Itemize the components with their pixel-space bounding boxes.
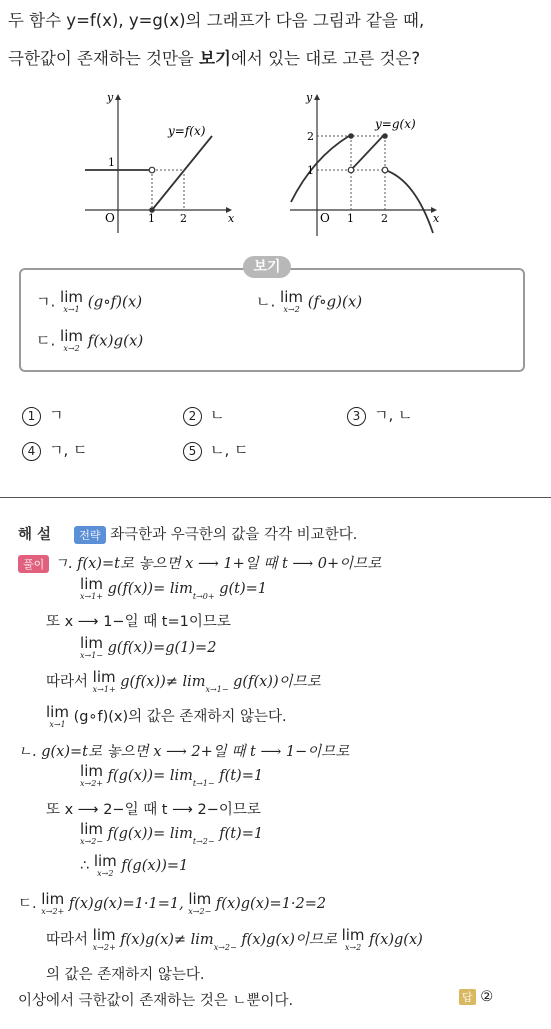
poi-tag: 풀이 <box>18 555 49 573</box>
solution-heading-row <box>18 523 357 544</box>
question-line-2 <box>8 45 420 69</box>
question-text-end: 에서 있는 대로 고른 것은? <box>230 49 421 68</box>
graph-f-tick-2: 2 <box>180 212 187 225</box>
graph-g-origin: O <box>320 211 330 225</box>
strategy-text: 좌극한과 우극한의 값을 각각 비교한다. <box>110 527 358 543</box>
graph-f-func-label: y=f(x) <box>168 124 206 138</box>
solution-a-line-2: lim x→1+ g(f(x))= lim t→0+ g(t)=1 <box>80 575 268 601</box>
question-text: 극한값이 존재하는 것만을 <box>8 49 200 68</box>
graph-g-y-tick-1: 1 <box>307 164 314 177</box>
solution-heading: 해 설 <box>18 527 52 543</box>
graph-g-tick-1: 1 <box>347 212 354 225</box>
bogi-box <box>19 268 525 372</box>
question-bogi-bold: 보기 <box>199 49 231 68</box>
graph-g-y-tick-2: 2 <box>307 130 314 143</box>
graph-f-x-label: x <box>228 212 235 225</box>
solution-b-line-2: lim x→2+ f(g(x))= lim t→1− f(t)=1 <box>80 762 264 788</box>
graph-g-right-curve <box>385 170 433 233</box>
choice-3[interactable]: 3 ㄱ, ㄴ <box>347 404 413 426</box>
answer-tag: 답 <box>459 989 476 1005</box>
choice-4[interactable]: 4 ㄱ, ㄷ <box>22 439 88 461</box>
graph-f-y-label: y <box>107 91 114 104</box>
solution-a-line-6: lim x→1 (g∘f)(x)의 값은 존재하지 않는다. <box>46 703 287 729</box>
solution-a-line-4: lim x→1− g(f(x))=g(1)=2 <box>80 634 217 660</box>
graph-g-left-curve <box>291 136 349 202</box>
solution-c-line-2: 따라서 lim x→2+ f(x)g(x)≠ lim x→2− f(x)g(x)이므로 lim x→2 f(x)g(x) <box>46 926 423 952</box>
solution-a-line-1: 풀이 ㄱ. f(x)=t로 놓으면 x ⟶ 1+일 때 t ⟶ 0+이므로 <box>18 552 381 573</box>
section-divider <box>0 497 551 498</box>
graph-g-open-point-1 <box>348 167 354 173</box>
graph-g-closed-point-1 <box>348 133 354 139</box>
solution-a-line-3: 또 x ⟶ 1−일 때 t=1이므로 <box>46 614 231 630</box>
solution-b-line-4: lim x→2− f(g(x))= lim t→2− f(t)=1 <box>80 820 264 846</box>
graph-g-closed-point-2 <box>382 133 388 139</box>
choice-2[interactable]: 2 ㄴ <box>183 404 225 426</box>
solution-c-line-3: 의 값은 존재하지 않는다. <box>46 967 205 983</box>
solution-final: 이상에서 극한값이 존재하는 것은 ㄴ뿐이다. <box>18 993 294 1009</box>
graph-g-func-label: y=g(x) <box>375 117 416 131</box>
solution-a-line-5: 따라서 lim x→1+ g(f(x))≠ lim x→1− g(f(x))이므로 <box>46 668 321 694</box>
question-line-1: 두 함수 y=f(x), y=g(x)의 그래프가 다음 그림과 같을 때, <box>8 11 425 30</box>
graph-g <box>285 88 450 243</box>
choice-1[interactable]: 1 ㄱ <box>22 404 64 426</box>
graph-f-right-line <box>152 136 212 210</box>
graph-g-open-point-2 <box>382 167 388 173</box>
bogi-title: 보기 <box>243 256 291 278</box>
graph-g-y-label: y <box>306 91 313 104</box>
graph-f-open-point <box>149 167 155 173</box>
graph-f-origin: O <box>105 211 115 225</box>
answer-value: ② <box>480 989 494 1005</box>
graph-f-tick-1: 1 <box>148 212 155 225</box>
choice-5[interactable]: 5 ㄴ, ㄷ <box>183 439 249 461</box>
bogi-item-c: ㄷ. lim x→2 f(x)g(x) <box>36 327 144 353</box>
graph-g-tick-2: 2 <box>381 212 388 225</box>
bogi-item-b: ㄴ. lim x→2 (f∘g)(x) <box>256 288 363 314</box>
graph-g-x-label: x <box>433 212 440 225</box>
solution-b-line-3: 또 x ⟶ 2−일 때 t ⟶ 2−이므로 <box>46 802 261 818</box>
solution-b-line-5: ∴ lim x→2 f(g(x))=1 <box>80 852 189 878</box>
graph-f <box>80 88 250 243</box>
solution-c-line-1: ㄷ. lim x→2+ f(x)g(x)=1·1=1, lim x→2− f(x)g(x)=1·2=2 <box>18 890 327 916</box>
answer <box>459 989 493 1005</box>
solution-b-line-1: ㄴ. g(x)=t로 놓으면 x ⟶ 2+일 때 t ⟶ 1−이므로 <box>18 744 350 760</box>
graph-g-middle-line <box>351 136 383 170</box>
graph-f-y-tick-1: 1 <box>108 156 115 169</box>
bogi-item-a: ㄱ. lim x→1 (g∘f)(x) <box>36 288 143 314</box>
strategy-tag: 전략 <box>74 526 105 544</box>
